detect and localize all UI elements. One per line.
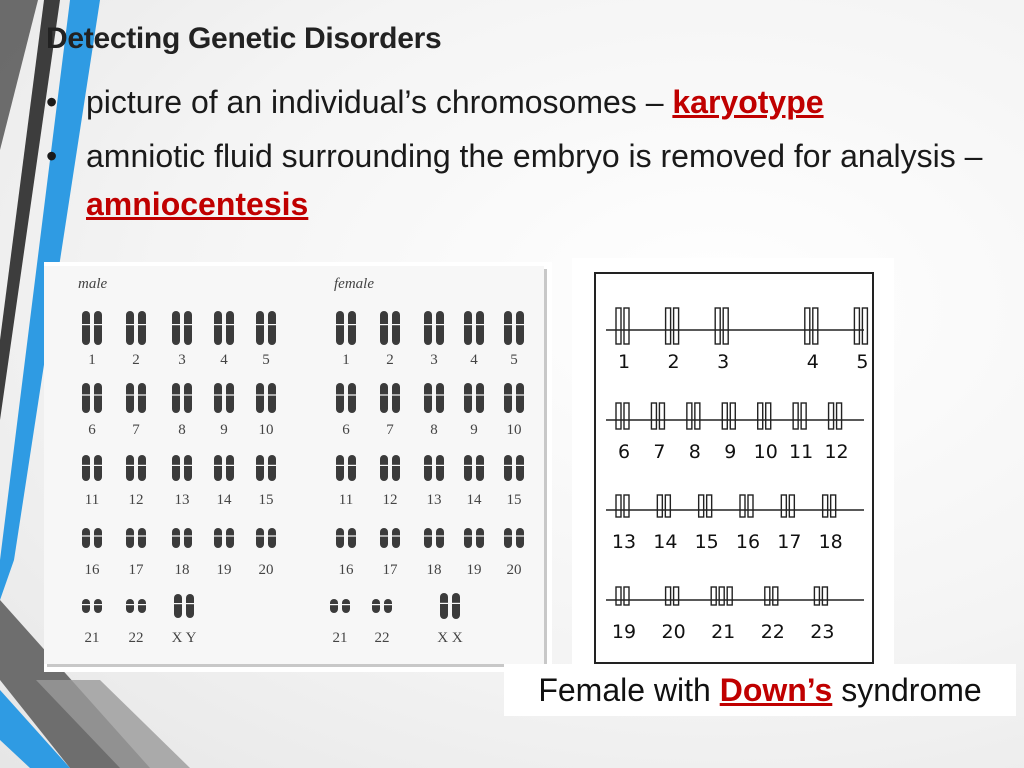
chromosome-number-label: 3 [717,351,730,373]
bullet-highlight: karyotype [672,84,824,120]
male-chromosome-label: 2 [132,352,140,368]
male-chromosome-pair [82,311,102,345]
female-chromosome-label: 17 [382,562,398,578]
chromosome-number-label: 2 [667,351,680,373]
female-chromosome-label: 2 [386,352,394,368]
male-chromosome-label: 11 [84,492,100,508]
female-chromosome-pair [440,593,460,619]
chromosome-set [616,308,629,344]
karyotype-image-male-female [44,262,552,672]
chromosome-number-label: 1 [617,351,631,373]
male-chromosome-label: X Y [171,630,197,646]
male-header: male [78,276,108,292]
male-chromosome-label: 7 [132,422,140,438]
male-chromosome-label: 18 [174,562,190,578]
male-chromosome-pair [82,528,102,548]
chromosome-number-label: 10 [753,441,778,463]
chromosome-set [699,495,712,517]
bullet-item [46,78,986,126]
female-chromosome-pair [380,311,400,345]
chromosome-number-label: 12 [824,441,849,463]
bullet-text: amniotic fluid surrounding the embryo is removed for analysis – [86,138,983,174]
female-chromosome-label: 12 [382,492,398,508]
female-chromosome-label: 10 [506,422,522,438]
female-chromosome-pair [380,383,400,413]
chromosome-set [666,308,679,344]
female-chromosome-pair [464,528,484,548]
female-chromosome-pair [504,383,524,413]
female-chromosome-pair [424,311,444,345]
female-chromosome-label: 15 [506,492,522,508]
male-chromosome-label: 14 [216,492,232,508]
female-chromosome-pair [504,455,524,481]
male-chromosome-pair [256,455,276,481]
chromosome-number-label: 19 [611,621,637,643]
karyotype-left-chart [44,266,544,664]
chromosome-number-label: 21 [711,621,736,643]
female-chromosome-label: 7 [386,422,394,438]
female-chromosome-pair [464,311,484,345]
female-chromosome-pair [372,599,392,613]
male-chromosome-label: 6 [88,422,96,438]
male-chromosome-pair [126,311,146,345]
chromosome-number-label: 22 [760,621,785,643]
chromosome-number-label: 14 [653,531,678,553]
female-chromosome-pair [504,528,524,548]
chromosome-number-label: 6 [617,441,631,463]
female-chromosome-pair [336,528,356,548]
karyotype-frame [594,272,874,664]
chromosome-set [616,495,629,517]
male-chromosome-label: 13 [174,492,190,508]
chromosome-number-label: 18 [818,531,843,553]
chromosome-set [711,587,732,605]
female-chromosome-pair [424,383,444,413]
male-chromosome-label: 21 [84,630,100,646]
male-chromosome-label: 12 [128,492,144,508]
chromosome-set [805,308,818,344]
male-chromosome-pair [82,455,102,481]
chromosome-set [814,587,827,605]
female-chromosome-pair [336,383,356,413]
male-chromosome-pair [256,528,276,548]
male-chromosome-pair [126,528,146,548]
male-chromosome-label: 9 [220,422,228,438]
female-chromosome-label: 5 [510,352,518,368]
chromosome-number-label: 7 [653,441,666,463]
male-chromosome-pair [256,311,276,345]
female-chromosome-label: 8 [430,422,438,438]
male-chromosome-label: 10 [258,422,274,438]
female-chromosome-pair [336,311,356,345]
female-chromosome-pair [464,383,484,413]
chromosome-number-label: 13 [611,531,637,553]
bullet-item [46,132,986,228]
chromosome-set [854,308,867,344]
chromosome-set [781,495,794,517]
bullet-dot-icon: • [46,84,58,120]
chromosome-number-label: 15 [694,531,719,553]
male-chromosome-label: 22 [128,630,144,646]
female-chromosome-label: 11 [338,492,354,508]
female-chromosome-label: 3 [430,352,438,368]
chromosome-set [740,495,753,517]
male-chromosome-pair [172,383,192,413]
female-chromosome-pair [336,455,356,481]
chromosome-set [722,403,735,429]
chromosome-set [793,403,806,429]
female-chromosome-label: 9 [470,422,478,438]
male-chromosome-label: 19 [216,562,232,578]
male-chromosome-label: 5 [262,352,270,368]
male-chromosome-label: 20 [258,562,274,578]
chromosome-number-label: 4 [806,351,819,373]
male-chromosome-pair [256,383,276,413]
chromosome-set [823,495,836,517]
male-chromosome-pair [82,599,102,613]
chromosome-number-label: 17 [777,531,802,553]
chromosome-set [765,587,778,605]
chromosome-set [715,308,728,344]
chromosome-number-label: 20 [661,621,686,643]
female-chromosome-pair [424,528,444,548]
male-chromosome-label: 16 [84,562,100,578]
chromosome-set [666,587,679,605]
male-chromosome-label: 17 [128,562,144,578]
karyotype-image-downs [572,258,894,670]
male-chromosome-label: 15 [258,492,274,508]
chromosome-number-label: 16 [735,531,761,553]
male-chromosome-pair [214,383,234,413]
female-chromosome-label: 6 [342,422,350,438]
chromosome-number-label: 11 [789,441,814,463]
male-chromosome-pair [172,528,192,548]
female-chromosome-pair [504,311,524,345]
bullet-highlight: amniocentesis [86,186,309,222]
caption-highlight: Down’s [719,672,833,708]
male-chromosome-pair [126,455,146,481]
male-chromosome-pair [82,383,102,413]
chromosome-number-label: 5 [856,351,869,373]
chromosome-set [758,403,771,429]
male-chromosome-pair [172,455,192,481]
chromosome-number-label: 8 [688,441,701,463]
female-chromosome-label: 22 [374,630,390,646]
female-header: female [334,276,374,292]
female-chromosome-label: 1 [342,352,350,368]
chromosome-number-label: 23 [810,621,835,643]
male-chromosome-pair [172,311,192,345]
karyotype-right-chart [596,274,872,662]
male-chromosome-pair [214,455,234,481]
chromosome-set [616,587,629,605]
female-chromosome-label: 19 [466,562,482,578]
chromosome-number-label: 9 [724,441,737,463]
male-chromosome-pair [214,311,234,345]
caption-text-after: syndrome [832,672,982,708]
male-chromosome-label: 3 [178,352,186,368]
female-chromosome-label: 20 [506,562,522,578]
chromosome-set [829,403,842,429]
chromosome-set [657,495,670,517]
slide-title: Detecting Genetic Disorders [46,22,442,55]
bullet-list [46,78,986,234]
male-chromosome-pair [174,594,194,618]
female-chromosome-label: X X [437,630,463,646]
female-chromosome-label: 4 [470,352,478,368]
female-chromosome-label: 14 [466,492,482,508]
female-chromosome-label: 13 [426,492,442,508]
female-chromosome-label: 21 [332,630,348,646]
caption-text-before: Female with [538,672,720,708]
male-chromosome-label: 1 [88,352,96,368]
male-chromosome-label: 8 [178,422,186,438]
chromosome-set [651,403,664,429]
female-chromosome-label: 18 [426,562,442,578]
male-chromosome-pair [214,528,234,548]
female-chromosome-pair [380,455,400,481]
bullet-text: picture of an individual’s chromosomes – [86,84,673,120]
female-chromosome-pair [424,455,444,481]
chromosome-set [616,403,629,429]
chromosome-set [687,403,700,429]
male-chromosome-pair [126,599,146,613]
image-caption [504,664,1016,716]
male-chromosome-label: 4 [220,352,228,368]
female-chromosome-pair [330,599,350,613]
karyotype-panel [44,266,544,664]
female-chromosome-pair [464,455,484,481]
bullet-dot-icon: • [46,138,58,174]
female-chromosome-pair [380,528,400,548]
female-chromosome-label: 16 [338,562,354,578]
male-chromosome-pair [126,383,146,413]
